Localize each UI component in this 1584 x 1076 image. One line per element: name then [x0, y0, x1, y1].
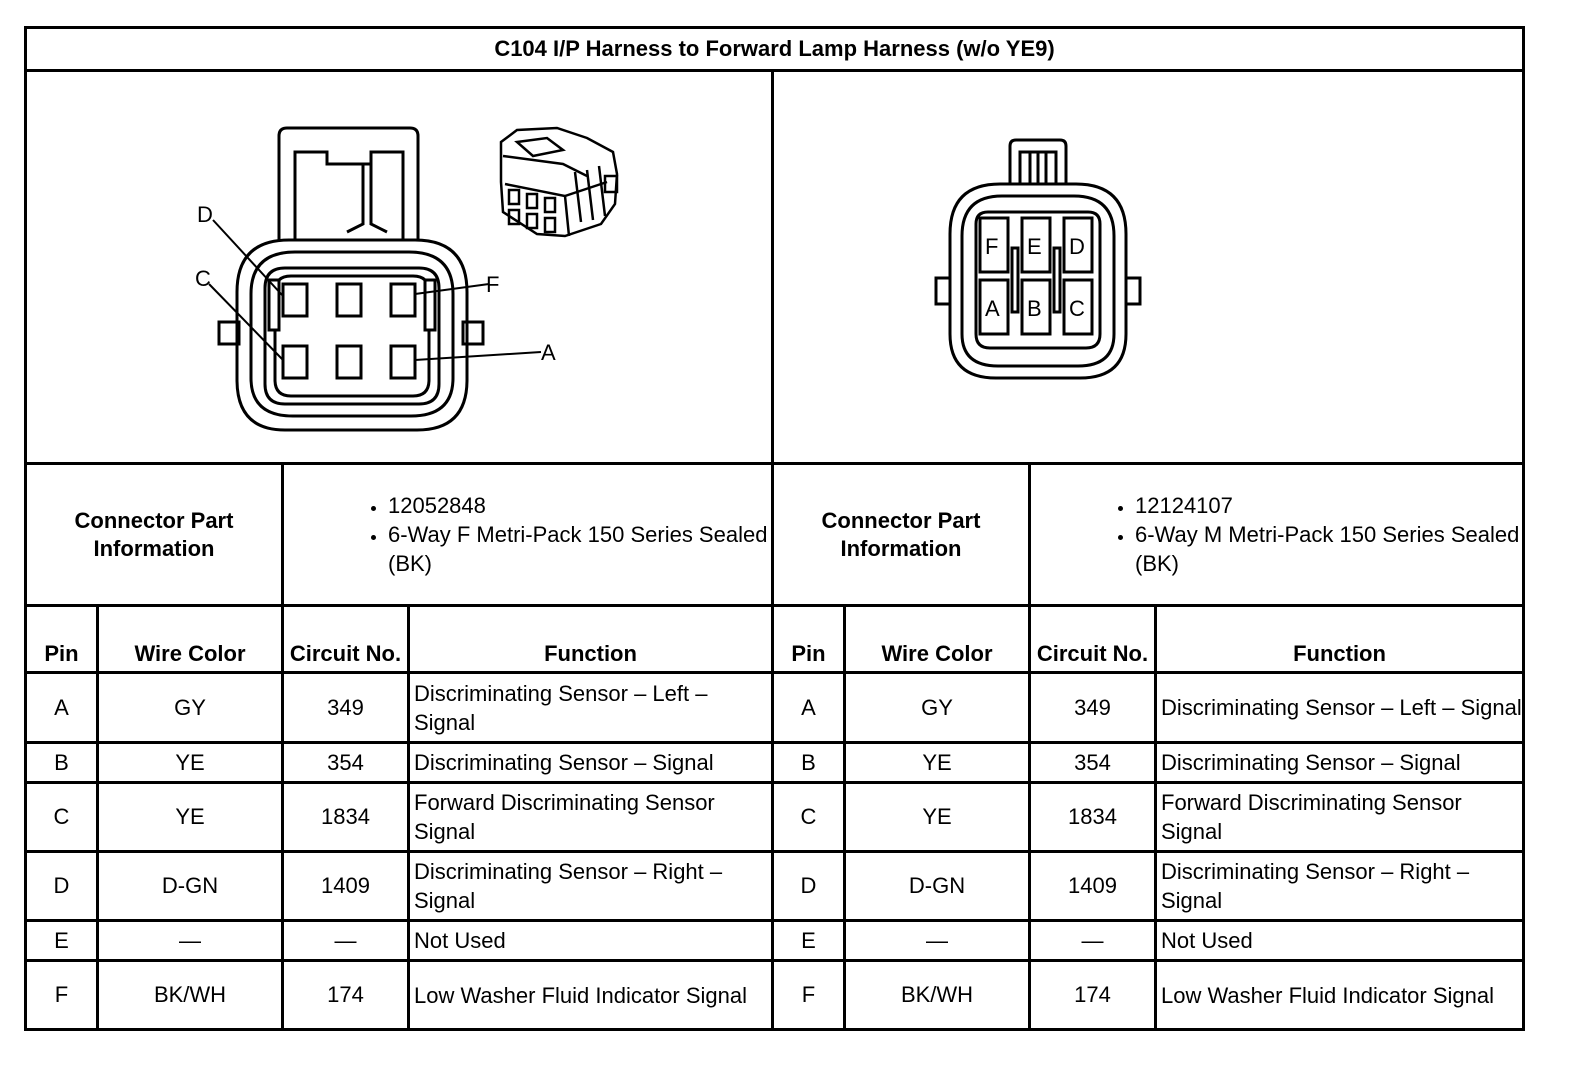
cell-circuit: 1834	[283, 783, 409, 852]
pin-label-E: E	[1027, 234, 1042, 259]
cell-circuit: 354	[283, 743, 409, 783]
part-description: • 6-Way F Metri-Pack 150 Series Sealed (BK)	[388, 520, 771, 578]
cell-wire-color: D-GN	[98, 852, 283, 921]
connector-info-label-left: Connector Part Information	[26, 464, 283, 606]
cell-circuit: 354	[1030, 743, 1156, 783]
cell-pin: A	[26, 673, 98, 743]
cell-wire-color: YE	[98, 743, 283, 783]
cell-circuit: 1409	[1030, 852, 1156, 921]
cell-pin: F	[773, 961, 845, 1030]
cell-circuit: —	[283, 921, 409, 961]
connector-info-label-right: Connector Part Information	[773, 464, 1030, 606]
cell-circuit: 1834	[1030, 783, 1156, 852]
table-row	[26, 743, 1524, 783]
cell-pin: F	[26, 961, 98, 1030]
cell-wire-color: YE	[98, 783, 283, 852]
cell-pin: B	[773, 743, 845, 783]
cell-pin: A	[773, 673, 845, 743]
cell-wire-color: —	[98, 921, 283, 961]
table-row	[26, 673, 1524, 743]
connector-info-list-right	[1030, 464, 1524, 606]
pin-label-A: A	[541, 340, 556, 365]
cell-function: Not Used	[409, 921, 773, 961]
header-circuit: Circuit No.	[1030, 606, 1156, 673]
male-connector-diagram	[774, 72, 1524, 457]
cell-function: Discriminating Sensor – Signal	[409, 743, 773, 783]
cell-function: Not Used	[1156, 921, 1524, 961]
cell-wire-color: GY	[98, 673, 283, 743]
pin-label-D: D	[197, 202, 213, 227]
table-row	[26, 961, 1524, 1030]
cell-circuit: —	[1030, 921, 1156, 961]
header-pin: Pin	[26, 606, 98, 673]
pin-label-A: A	[985, 296, 1000, 321]
header-pin: Pin	[773, 606, 845, 673]
part-description: • 6-Way M Metri-Pack 150 Series Sealed (BK)	[1135, 520, 1522, 578]
cell-function: Discriminating Sensor – Right – Signal	[409, 852, 773, 921]
cell-function: Forward Discriminating Sensor Signal	[1156, 783, 1524, 852]
cell-circuit: 174	[1030, 961, 1156, 1030]
cell-pin: E	[773, 921, 845, 961]
cell-wire-color: YE	[845, 783, 1030, 852]
cell-wire-color: —	[845, 921, 1030, 961]
cell-function: Low Washer Fluid Indicator Signal	[409, 961, 773, 1030]
table-row	[26, 852, 1524, 921]
pinout-rows	[26, 673, 1524, 1030]
header-function: Function	[1156, 606, 1524, 673]
pin-label-C: C	[1069, 296, 1085, 321]
cell-function: Discriminating Sensor – Right – Signal	[1156, 852, 1524, 921]
cell-function: Forward Discriminating Sensor Signal	[409, 783, 773, 852]
part-number: • 12124107	[1135, 491, 1522, 520]
table-row	[26, 783, 1524, 852]
cell-wire-color: GY	[845, 673, 1030, 743]
header-function: Function	[409, 606, 773, 673]
pinout-table	[24, 26, 1525, 1031]
cell-wire-color: BK/WH	[98, 961, 283, 1030]
cell-circuit: 349	[283, 673, 409, 743]
pin-label-D: D	[1069, 234, 1085, 259]
cell-circuit: 174	[283, 961, 409, 1030]
page-title: C104 I/P Harness to Forward Lamp Harness (w/o YE9)	[26, 28, 1524, 71]
part-number: • 12052848	[388, 491, 771, 520]
cell-pin: E	[26, 921, 98, 961]
header-wire-color: Wire Color	[98, 606, 283, 673]
cell-circuit: 1409	[283, 852, 409, 921]
cell-pin: D	[26, 852, 98, 921]
connector-3d-view-icon	[501, 128, 617, 236]
pin-label-C: C	[195, 266, 211, 291]
female-connector-diagram-cell	[26, 71, 773, 464]
cell-function: Discriminating Sensor – Left – Signal	[409, 673, 773, 743]
pin-label-B: B	[1027, 296, 1042, 321]
female-connector-diagram	[27, 72, 771, 457]
cell-circuit: 349	[1030, 673, 1156, 743]
pin-label-F: F	[486, 272, 500, 297]
cell-function: Discriminating Sensor – Signal	[1156, 743, 1524, 783]
cell-pin: B	[26, 743, 98, 783]
cell-wire-color: YE	[845, 743, 1030, 783]
cell-pin: C	[773, 783, 845, 852]
cell-wire-color: BK/WH	[845, 961, 1030, 1030]
cell-function: Low Washer Fluid Indicator Signal	[1156, 961, 1524, 1030]
connector-info-list-left	[283, 464, 773, 606]
cell-pin: C	[26, 783, 98, 852]
table-row	[26, 921, 1524, 961]
pinout-sheet	[24, 26, 1522, 1032]
header-wire-color: Wire Color	[845, 606, 1030, 673]
header-circuit: Circuit No.	[283, 606, 409, 673]
cell-wire-color: D-GN	[845, 852, 1030, 921]
male-connector-diagram-cell	[773, 71, 1524, 464]
pin-label-F: F	[985, 234, 999, 259]
cell-function: Discriminating Sensor – Left – Signal	[1156, 673, 1524, 743]
cell-pin: D	[773, 852, 845, 921]
